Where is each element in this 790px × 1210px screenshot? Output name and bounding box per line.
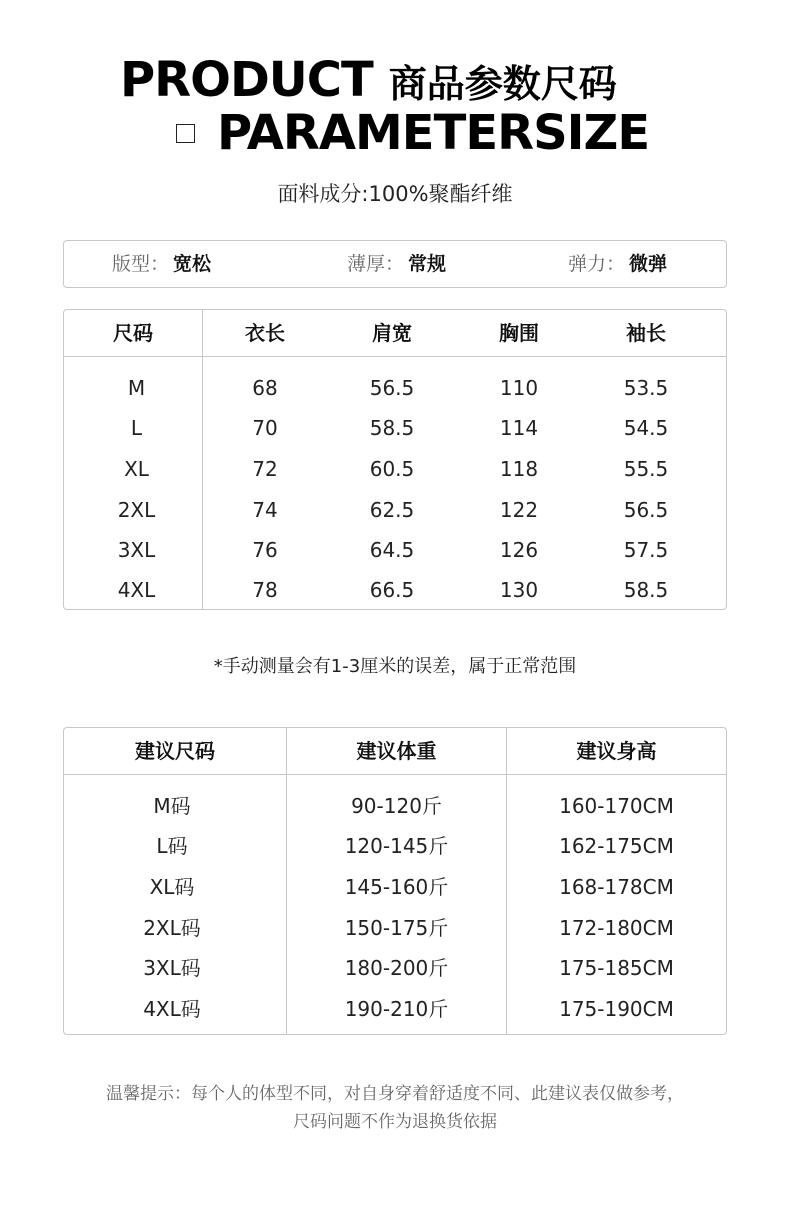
- size-cell: 66.5: [369, 578, 415, 602]
- title-cn: 商品参数尺码: [388, 61, 617, 106]
- recommend-cell: 162-175CM: [559, 834, 674, 858]
- title-en-2: PARAMETERSIZE: [217, 105, 650, 161]
- recommend-cell: 160-170CM: [559, 794, 674, 818]
- recommend-cell: 180-200斤: [344, 956, 449, 980]
- recommend-cell: M码: [153, 794, 191, 818]
- measurement-note: *手动测量会有1-3厘米的误差，属于正常范围: [213, 656, 577, 677]
- size-cell: 68: [252, 376, 278, 400]
- size-cell: 4XL: [117, 578, 156, 602]
- attribute-value: 宽松: [173, 253, 212, 275]
- recommend-cell: 2XL码: [143, 916, 201, 940]
- attribute-elasticity: [568, 241, 667, 287]
- title-line-2: [176, 105, 649, 161]
- size-cell: 122: [499, 498, 539, 522]
- recommend-cell: 4XL码: [143, 997, 201, 1021]
- size-cell: 126: [499, 538, 539, 562]
- tips-line-2: 尺码问题不作为退换货依据: [293, 1112, 497, 1132]
- recommend-header-cell: 建议体重: [356, 739, 437, 763]
- size-table: [63, 309, 727, 610]
- attribute-label: 弹力：: [568, 253, 626, 275]
- attribute-thickness: [347, 241, 446, 287]
- recommend-cell: 175-190CM: [559, 997, 674, 1021]
- recommend-cell: 168-178CM: [559, 875, 674, 899]
- size-header-cell: 袖长: [626, 321, 666, 345]
- size-cell: 74: [252, 498, 278, 522]
- size-cell: 118: [499, 457, 539, 481]
- size-cell: 72: [252, 457, 278, 481]
- size-header-cell: 衣长: [245, 321, 285, 345]
- size-cell: 56.5: [369, 376, 415, 400]
- recommend-table: [63, 727, 727, 1035]
- attributes-box: [63, 240, 727, 288]
- recommend-cell: 3XL码: [143, 956, 201, 980]
- attribute-value: 常规: [408, 253, 447, 275]
- size-cell: 58.5: [623, 578, 669, 602]
- tips: [0, 1080, 790, 1136]
- recommend-cell: 190-210斤: [344, 997, 449, 1021]
- tips-line-1: 温馨提示：每个人的体型不同，对自身穿着舒适度不同、此建议表仅做参考，: [106, 1084, 684, 1104]
- size-cell: 70: [252, 416, 278, 440]
- size-cell: 110: [499, 376, 539, 400]
- size-cell: 3XL: [117, 538, 156, 562]
- size-header-cell: 胸围: [499, 321, 539, 345]
- title-en: PRODUCT: [120, 52, 373, 108]
- recommend-header-cell: 建议尺码: [135, 739, 215, 763]
- size-cell: 62.5: [369, 498, 415, 522]
- fabric-composition: 面料成分:100%聚酯纤维: [277, 182, 513, 206]
- size-cell: 56.5: [623, 498, 669, 522]
- size-cell: 57.5: [623, 538, 669, 562]
- recommend-cell: L码: [156, 834, 188, 858]
- size-cell: 76: [252, 538, 278, 562]
- size-cell: 53.5: [623, 376, 669, 400]
- square-icon: [176, 124, 195, 143]
- size-cell: 60.5: [369, 457, 415, 481]
- size-cell: 130: [499, 578, 539, 602]
- recommend-cell: 120-145斤: [344, 834, 449, 858]
- size-cell: XL: [124, 457, 149, 481]
- size-cell: 55.5: [623, 457, 669, 481]
- size-cell: L: [130, 416, 143, 440]
- recommend-cell: 175-185CM: [559, 956, 674, 980]
- size-cell: 54.5: [623, 416, 669, 440]
- title-line-1: [120, 50, 617, 110]
- recommend-header-cell: 建议身高: [576, 739, 657, 763]
- size-cell: 64.5: [369, 538, 415, 562]
- size-cell: 114: [499, 416, 539, 440]
- size-cell: 58.5: [369, 416, 415, 440]
- attribute-value: 微弹: [629, 253, 668, 275]
- size-cell: M: [127, 376, 146, 400]
- size-header-cell: 尺码: [113, 321, 153, 345]
- attribute-fit: [112, 241, 211, 287]
- recommend-cell: 150-175斤: [344, 916, 449, 940]
- recommend-cell: 90-120斤: [351, 794, 442, 818]
- size-cell: 78: [252, 578, 278, 602]
- attribute-label: 薄厚：: [347, 253, 405, 275]
- size-header-cell: 肩宽: [372, 321, 412, 345]
- attribute-label: 版型：: [112, 253, 170, 275]
- recommend-cell: XL码: [149, 875, 195, 899]
- recommend-cell: 145-160斤: [344, 875, 449, 899]
- recommend-cell: 172-180CM: [559, 916, 674, 940]
- size-cell: 2XL: [117, 498, 156, 522]
